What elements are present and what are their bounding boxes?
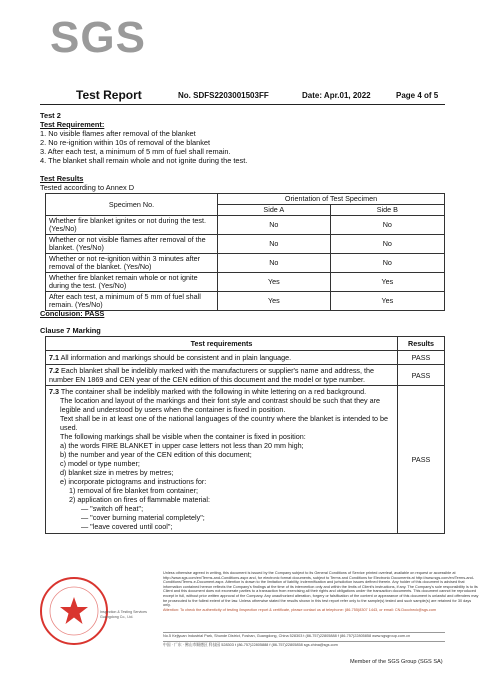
list-item: — "leave covered until cool"; <box>81 522 173 531</box>
list-item: c) model or type number; <box>60 459 140 468</box>
requirement-text: Text shall be in at least one of the national languages of the country where the blanket is intended to be used. <box>60 414 389 432</box>
report-title: Test Report <box>76 88 142 102</box>
side-a-value: No <box>218 235 331 254</box>
footer-divider <box>163 632 445 633</box>
row-label: Whether fire blanket ignites or not during the test. (Yes/No) <box>46 216 218 235</box>
result-value: PASS <box>398 365 445 386</box>
report-number: No. SDFS2203001503FF <box>178 91 269 100</box>
list-item: a) the words FIRE BLANKET in upper case letters not less than 20 mm high; <box>60 441 304 450</box>
clause-number: 7.2 <box>49 366 59 375</box>
report-date: Date: Apr.01, 2022 <box>302 91 371 100</box>
result-value: PASS <box>398 351 445 365</box>
requirement-cell <box>46 386 398 534</box>
table-row <box>46 292 445 311</box>
col-orientation: Orientation of Test Specimen <box>218 194 445 205</box>
side-a-value: No <box>218 216 331 235</box>
requirement-item: 4. The blanket shall remain whole and not ignite during the test. <box>40 156 248 165</box>
requirement-text: Each blanket shall be indelibly marked with the manufacturers or supplier's name and address, the number EN 1869 and CEN year of the CEN edition of this document and the model or type number. <box>49 366 375 384</box>
side-b-value: Yes <box>330 273 444 292</box>
clause7-table <box>45 336 445 534</box>
col-results: Results <box>398 337 445 351</box>
side-a-value: Yes <box>218 292 331 311</box>
row-label: Whether fire blanket remain whole or not ignite during the test. (Yes/No) <box>46 273 218 292</box>
test-results-heading: Test Results <box>40 174 84 183</box>
clause-number: 7.3 <box>49 387 59 396</box>
test2-block <box>40 111 247 165</box>
col-side-b: Side B <box>330 205 444 216</box>
requirement-text: The following markings shall be visible when the container is fixed in position: <box>60 432 306 441</box>
list-item: b) the number and year of the CEN edition of this document; <box>60 450 252 459</box>
side-b-value: No <box>330 254 444 273</box>
list-item: 2) application on fires of flammable material: <box>69 495 211 504</box>
side-b-value: No <box>330 216 444 235</box>
result-value: PASS <box>398 386 445 534</box>
table-row <box>46 235 445 254</box>
side-b-value: No <box>330 235 444 254</box>
sgs-logo <box>50 14 150 56</box>
attention-text: Attention: To check the authenticity of testing /inspection report & certificate, please contact us at telephone: (86-755)8307 1443, or email: CN.Doccheck@sgs.com <box>163 607 437 612</box>
table-row <box>46 351 445 365</box>
tested-according: Tested according to Annex D <box>40 183 135 192</box>
list-item: d) blanket size in metres by metres; <box>60 468 174 477</box>
requirement-item: 2. No re-ignition within 10s of removal of the blanket <box>40 138 211 147</box>
clause7-heading: Clause 7 Marking <box>40 326 101 335</box>
list-item: e) incorporate pictograms and instructions for: <box>60 477 207 486</box>
requirement-cell <box>46 351 398 365</box>
disclaimer-text: Unless otherwise agreed in writing, this document is issued by the Company subject to its General Conditions of Service printed overleaf, available on request or accessible at http://www.sgs.com/en/Terms-and-Conditions.aspx and, for electronic format documents, subject to Terms and Conditions for Electronic Documents at http://www.sgs.com/en/Terms-and-Conditions/Terms-e-Document.aspx. Attention is drawn to the limitation of liability, indemnification and jurisdiction issues defined therein. Any holder of this document is advised that information contained hereon reflects the Company's findings at the time of its intervention only and within the limits of Client's instructions, if any. The Company's sole responsibility is to its Client and this document does not exonerate parties to a transaction from exercising all their rights and obligations under the transaction documents. This document cannot be reproduced except in full, without prior written approval of the Company. Any unauthorized alteration, forgery or falsification of the content or appearance of this document is unlawful and offenders may be prosecuted to the fullest extent of the law. Unless otherwise stated the results shown in this test report refer only to the sample(s) tested and such sample(s) are retained for 30 days only. <box>163 571 479 608</box>
footer-disclaimer <box>163 571 479 612</box>
col-specimen: Specimen No. <box>46 194 218 216</box>
requirement-item: 1. No visible flames after removal of the blanket <box>40 129 196 138</box>
requirement-text: The container shall be indelibly marked with the following in white lettering on a red background. <box>60 387 367 396</box>
table-row <box>46 365 445 386</box>
results-table <box>45 193 445 311</box>
side-a-value: No <box>218 254 331 273</box>
page-number: Page 4 of 5 <box>396 91 439 100</box>
seal-caption-line: Guangdong Co., Ltd. <box>100 614 134 619</box>
member-text: Member of the SGS Group (SGS SA) <box>350 659 443 665</box>
row-label: Whether or not re-ignition within 3 minutes after removal of the blanket. (Yes/No) <box>46 254 218 273</box>
svg-text:SGS: SGS <box>50 14 146 56</box>
seal-caption <box>100 610 147 619</box>
row-label: Whether or not visible flames after removal of the blanket. (Yes/No) <box>46 235 218 254</box>
header-divider <box>40 104 445 105</box>
table-row <box>46 254 445 273</box>
table-row <box>46 386 445 534</box>
address-en: No.5 Kejiyuan Industrial Park, Shunde District, Foshan, Guangdong, China 528303 t (86-757)22805888 f (86-757)22805858 www.sgsgroup.com.cn <box>163 634 411 638</box>
conclusion: Conclusion: PASS <box>40 309 105 318</box>
list-item: 1) removal of fire blanket from container; <box>69 486 199 495</box>
address-cn: 中国 · 广东 · 佛山市顺德区 科技园 528303 t (86-757)22805888 f (86-757)22805858 sgs.china@sgs.com <box>163 643 338 647</box>
requirement-cell <box>46 365 398 386</box>
side-a-value: Yes <box>218 273 331 292</box>
row-label: After each test, a minimum of 5 mm of fuel shall remain. (Yes/No) <box>46 292 218 311</box>
clause-number: 7.1 <box>49 353 59 362</box>
results-block <box>40 174 134 192</box>
test-requirement-heading: Test Requirement: <box>40 120 105 129</box>
test2-heading: Test 2 <box>40 111 61 120</box>
table-row <box>46 273 445 292</box>
requirement-item: 3. After each test, a minimum of 5 mm of fuel shall remain. <box>40 147 231 156</box>
requirement-text: All information and markings should be consistent and in plain language. <box>60 353 292 362</box>
list-item: — "cover burning material completely"; <box>81 513 205 522</box>
col-side-a: Side A <box>218 205 331 216</box>
list-item: — "switch off heat"; <box>81 504 144 513</box>
requirement-text: The location and layout of the markings and their font style and contrast should be such that they are legible and understood by users when the container is fixed in position. <box>60 396 381 414</box>
col-test-requirements: Test requirements <box>46 337 398 351</box>
side-b-value: Yes <box>330 292 444 311</box>
table-row <box>46 216 445 235</box>
seal-caption-line: Inspection & Testing Services <box>100 610 147 614</box>
footer-divider <box>163 641 445 642</box>
